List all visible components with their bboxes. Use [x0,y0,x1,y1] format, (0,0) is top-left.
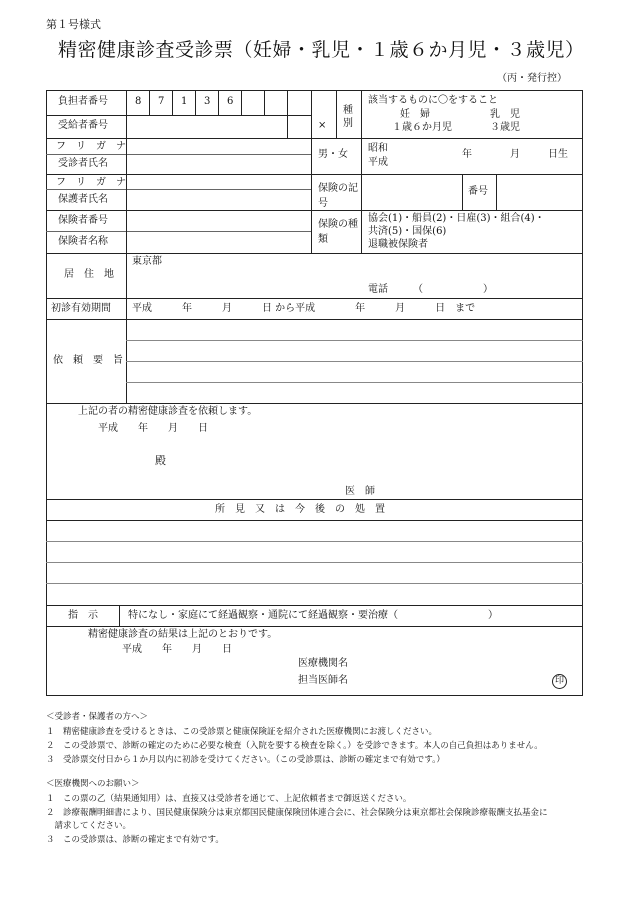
instruction-options: 特になし・家庭にて経過観察・通院にて経過観察・要治療（ ） [128,610,498,621]
recipient-number-label: 受給者番号 [58,120,108,131]
sex-label: 男・女 [318,149,348,160]
insurer-name-label: 保険者名称 [58,236,108,247]
payer-digit-2: 7 [158,96,165,107]
request-date: 平成 年 月 日 [98,423,208,434]
era-heisei: 平成 [368,157,388,168]
address-label: 居 住 地 [64,269,114,280]
era-showa: 昭和 [368,143,388,154]
guardian-name-label: 保護者氏名 [58,194,108,205]
physician-name-label: 担当医師名 [298,675,348,686]
result-statement: 精密健康診査の結果は上記のとおりです。 [88,629,278,640]
x-mark: × [318,120,327,131]
doctor-label: 医 師 [345,486,375,497]
number-label: 番号 [468,186,488,197]
payer-digit-3: 1 [181,96,188,107]
copy-label: （丙・発行控） [497,73,567,84]
insurance-symbol-label: 保険の記号 [318,183,358,209]
notes-patient-3: ３ 受診票交付日から１か月以内に初診を受けてください。（この受診票は、診断の確定まで有効です。） [46,755,445,765]
seal-mark: 印 [552,674,567,689]
kind-option-3y: ３歳児 [490,122,520,133]
notes-patient-1: １ 精密健康診査を受けるときは、この受診票と健康保険証を紹介された医療機関にお渡しください。 [46,727,438,737]
institution-name-label: 医療機関名 [298,658,348,669]
insurance-type-label: 保険の種類 [318,219,358,245]
payer-digit-1: 8 [135,96,142,107]
kind-label: 種別 [343,105,353,129]
furigana-label-2: フ リ ガ ナ [56,177,126,188]
examinee-name-label: 受診者氏名 [58,158,108,169]
instruction-label: 指 示 [68,610,98,621]
validity-label: 初診有効期間 [51,303,111,314]
kind-option-infant: 乳 児 [490,109,520,120]
birth-year-label: 年 [462,149,472,160]
notes-institution-heading: ＜医療機関へのお願い＞ [46,779,140,789]
insurer-number-label: 保険者番号 [58,215,108,226]
request-statement: 上記の者の精密健康診査を依頼します。 [78,406,258,417]
kind-instruction: 該当するものに〇をすること [368,95,498,106]
kind-option-pregnant: 妊 婦 [400,109,430,120]
insurance-types-line2: 共済(5)・国保(6) [368,226,447,237]
phone-label: 電話 （ ） [368,284,493,295]
payer-number-label: 負担者番号 [58,96,108,107]
result-date: 平成 年 月 日 [122,644,232,655]
birth-day-label: 日生 [548,149,568,160]
notes-patient-heading: ＜受診者・保護者の方へ＞ [46,712,149,722]
furigana-label-1: フ リ ガ ナ [56,141,126,152]
address-value: 東京都 [132,256,162,267]
payer-digit-4: 3 [204,96,211,107]
notes-institution-2b: 請求してください。 [46,821,132,831]
notes-patient-2: ２ この受診票で、診断の確定のために必要な検査（入院を要する検査を除く。）を受診できます。本人の自己負担はありません。 [46,741,543,751]
dono-label: 殿 [155,454,166,467]
kind-option-18m: １歳６か月児 [392,122,452,133]
insurance-types-line3: 退職被保険者 [368,239,428,250]
payer-digit-5: 6 [227,96,234,107]
request-label: 依 頼 要 旨 [53,355,123,366]
page-title: 精密健康診査受診票（妊婦・乳児・１歳６か月児・３歳児） [58,39,585,61]
insurance-types-line1: 協会(1)・船員(2)・日雇(3)・組合(4)・ [368,213,545,224]
notes-institution-3: ３ この受診票は、診断の確定まで有効です。 [46,835,224,845]
notes-institution-2: ２ 診療報酬明細書により、国民健康保険分は東京都国民健康保険団体連合会に、社会保険分は東京都社会保険診療報酬支払基金に [46,808,548,818]
findings-label: 所 見 又 は 今 後 の 処 置 [215,504,385,515]
notes-institution-1: １ この票の乙（結果通知用）は、直接又は受診者を通じて、上記依頼者まで御返送ください。 [46,794,412,804]
birth-month-label: 月 [510,149,520,160]
form-number: 第１号様式 [46,18,101,31]
validity-period: 平成 年 月 日 から平成 年 月 日 まで [132,303,476,314]
